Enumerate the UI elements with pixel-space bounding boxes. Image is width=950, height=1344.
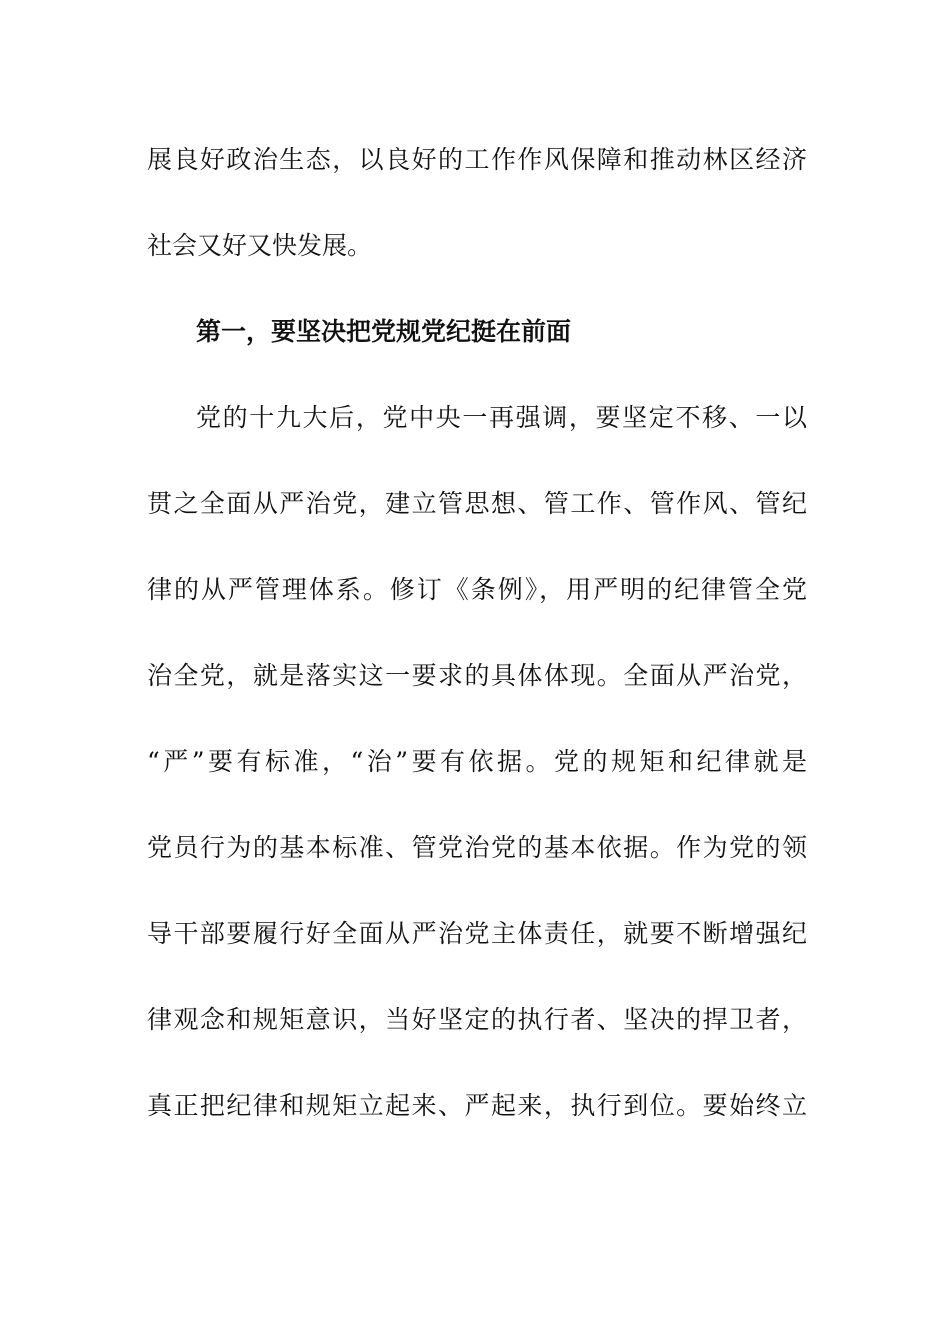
paragraph-intro-line-2: 社会又好又快发展。 [147, 231, 373, 260]
paragraph-body-line-7: 导干部要履行好全面从严治党主体责任，就要不断增强纪 [147, 919, 807, 948]
paragraph-body-line-1: 党的十九大后，党中央一再强调，要坚定不移、一以 [196, 403, 807, 432]
paragraph-body-line-4: 治全党，就是落实这一要求的具体体现。全面从严治党， [147, 661, 807, 690]
paragraph-body-line-5: “严”要有标准，“治”要有依据。党的规矩和纪律就是 [147, 747, 807, 776]
paragraph-body-line-9: 真正把纪律和规矩立起来、严起来，执行到位。要始终立 [147, 1091, 807, 1120]
section-heading: 第一，要坚决把党规党纪挺在前面 [196, 317, 572, 346]
paragraph-intro-line-1: 展良好政治生态，以良好的工作作风保障和推动林区经济 [147, 145, 807, 174]
paragraph-body-line-6: 党员行为的基本标准、管党治党的基本依据。作为党的领 [147, 833, 807, 862]
paragraph-body-line-2: 贯之全面从严治党，建立管思想、管工作、管作风、管纪 [147, 489, 807, 518]
paragraph-body-line-3: 律的从严管理体系。修订《条例》，用严明的纪律管全党 [147, 575, 807, 604]
paragraph-body-line-8: 律观念和规矩意识，当好坚定的执行者、坚决的捍卫者， [147, 1005, 807, 1034]
